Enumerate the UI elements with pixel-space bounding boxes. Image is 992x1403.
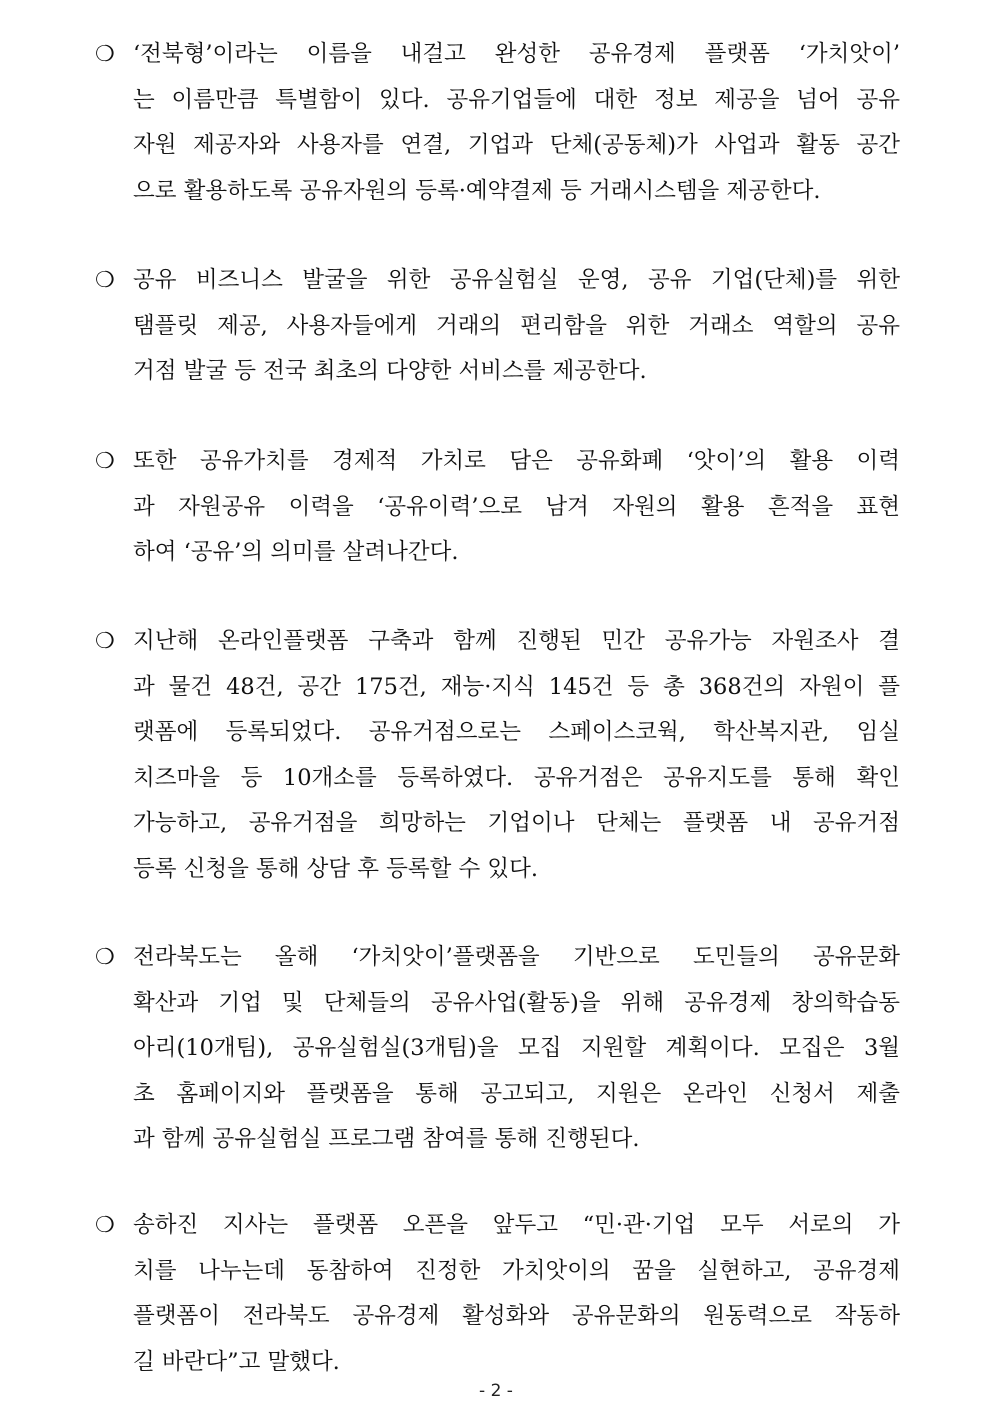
paragraph-line: 아리(10개팀), 공유실험실(3개팀)을 모집 지원할 계획이다. 모집은 3월	[133, 1035, 900, 1061]
paragraph-line: 길 바란다”고 말했다.	[133, 1348, 340, 1375]
bullet-circle-icon: ❍	[95, 449, 115, 474]
paragraph-line: 지난해 온라인플랫폼 구축과 함께 진행된 민간 공유가능 자원조사 결	[133, 628, 900, 654]
paragraph-line: 과 함께 공유실험실 프로그램 참여를 통해 진행된다.	[133, 1126, 640, 1152]
page-number: - 2 -	[479, 1381, 513, 1401]
paragraph-line: 하여 ‘공유’의 의미를 살려나간다.	[133, 539, 459, 565]
paragraph-line: 치즈마을 등 10개소를 등록하였다. 공유거점은 공유지도를 통해 확인	[133, 764, 900, 791]
paragraph-line: 전라북도는 올해 ‘가치앗이’플랫폼을 기반으로 도민들의 공유문화	[133, 944, 900, 970]
paragraph-line: 또한 공유가치를 경제적 가치로 담은 공유화폐 ‘앗이’의 활용 이력	[133, 448, 900, 474]
paragraph-line: 초 홈페이지와 플랫폼을 통해 공고되고, 지원은 온라인 신청서 제출	[133, 1080, 900, 1107]
paragraph-line: 공유 비즈니스 발굴을 위한 공유실험실 운영, 공유 기업(단체)를 위한	[133, 267, 900, 293]
bullet-circle-icon: ❍	[95, 629, 115, 654]
paragraph-line: 랫폼에 등록되었다. 공유거점으로는 스페이스코웍, 학산복지관, 임실	[133, 719, 900, 745]
paragraph-line: 으로 활용하도록 공유자원의 등록·예약결제 등 거래시스템을 제공한다.	[133, 177, 821, 204]
paragraph-line: 확산과 기업 및 단체들의 공유사업(활동)을 위해 공유경제 창의학습동	[133, 989, 900, 1016]
paragraph-line: ‘전북형’이라는 이름을 내걸고 완성한 공유경제 플랫폼 ‘가치앗이’	[133, 41, 900, 67]
paragraph-line: 과 자원공유 이력을 ‘공유이력’으로 남겨 자원의 활용 흔적을 표현	[133, 493, 900, 520]
bullet-circle-icon: ❍	[95, 268, 115, 293]
paragraph-line: 송하진 지사는 플랫폼 오픈을 앞두고 “민·관·기업 모두 서로의 가	[133, 1212, 900, 1238]
paragraph-line: 탬플릿 제공, 사용자들에게 거래의 편리함을 위한 거래소 역할의 공유	[133, 312, 900, 339]
paragraph-line: 치를 나누는데 동참하여 진정한 가치앗이의 꿈을 실현하고, 공유경제	[133, 1257, 900, 1284]
paragraph-line: 는 이름만큼 특별함이 있다. 공유기업들에 대한 정보 제공을 넘어 공유	[133, 86, 900, 113]
paragraph-line: 가능하고, 공유거점을 희망하는 기업이나 단체는 플랫폼 내 공유거점	[133, 810, 900, 836]
bullet-circle-icon: ❍	[95, 1213, 115, 1238]
paragraph-4	[95, 619, 900, 892]
bullet-circle-icon: ❍	[95, 42, 115, 67]
paragraph-line: 등록 신청을 통해 상담 후 등록할 수 있다.	[133, 855, 538, 882]
paragraph-line: 자원 제공자와 사용자를 연결, 기업과 단체(공동체)가 사업과 활동 공간	[133, 132, 900, 158]
paragraph-2	[95, 258, 900, 395]
paragraph-3	[95, 439, 900, 576]
paragraph-6	[95, 1203, 900, 1385]
paragraph-line: 거점 발굴 등 전국 최초의 다양한 서비스를 제공한다.	[133, 358, 647, 384]
paragraph-line: 플랫폼이 전라북도 공유경제 활성화와 공유문화의 원동력으로 작동하	[133, 1303, 900, 1329]
paragraph-line: 과 물건 48건, 공간 175건, 재능·지식 145건 등 총 368건의 자원이 플	[133, 673, 900, 700]
paragraph-1	[95, 32, 900, 214]
bullet-circle-icon: ❍	[95, 945, 115, 970]
paragraph-5	[95, 935, 900, 1163]
